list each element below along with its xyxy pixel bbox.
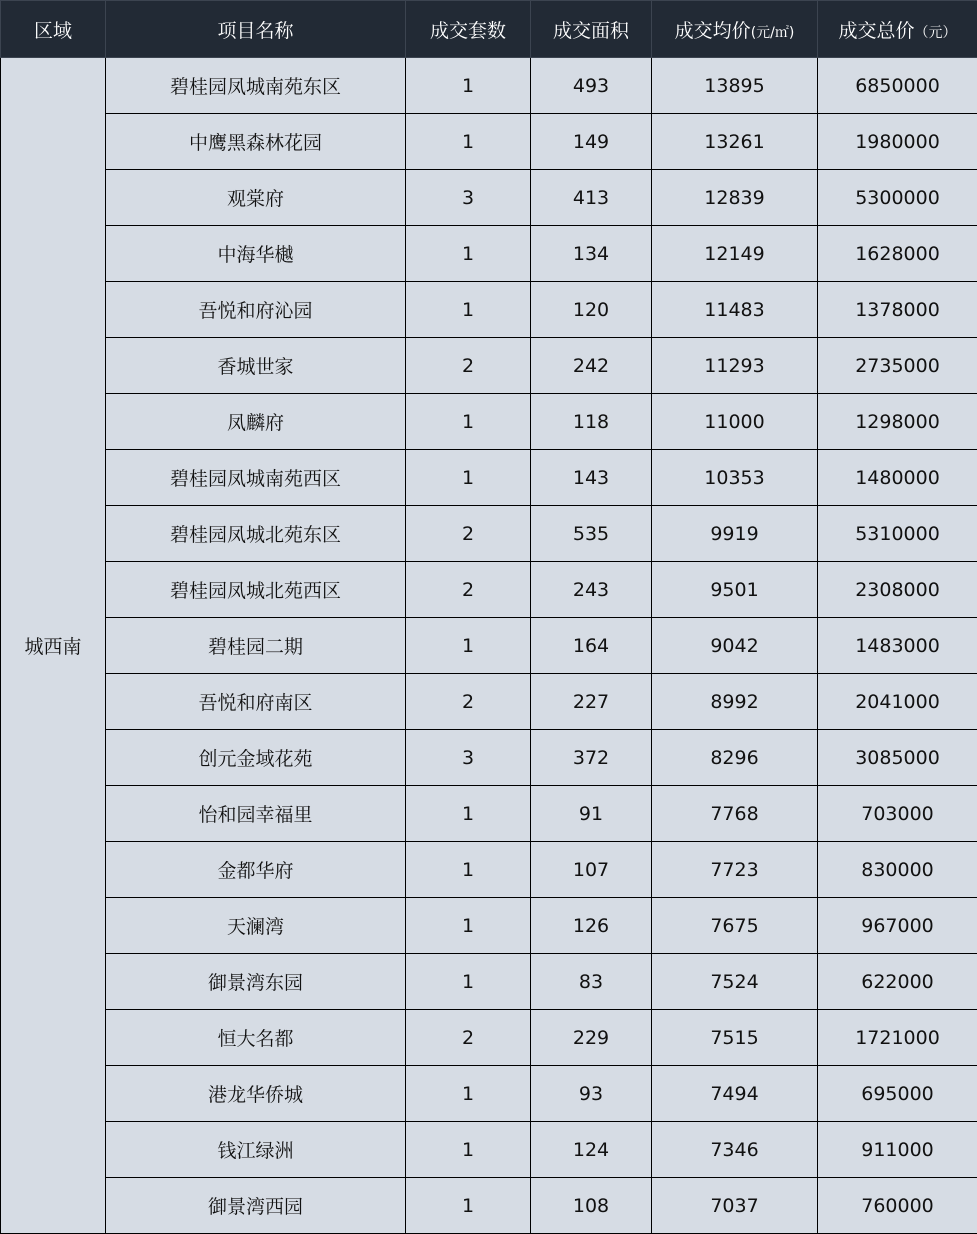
cell-avg-price: 8296: [652, 730, 818, 786]
cell-avg-price: 8992: [652, 674, 818, 730]
table-row: [1, 954, 977, 1010]
cell-project: 御景湾西园: [106, 1178, 406, 1234]
cell-area: 164: [531, 618, 652, 674]
cell-project: 创元金域花苑: [106, 730, 406, 786]
cell-total-price: 760000: [818, 1178, 977, 1234]
cell-total-price: 911000: [818, 1122, 977, 1178]
header-total-price: [818, 1, 977, 58]
cell-project: 碧桂园凤城南苑东区: [106, 58, 406, 114]
cell-project: 碧桂园凤城北苑东区: [106, 506, 406, 562]
table-row: [1, 842, 977, 898]
cell-project: 香城世家: [106, 338, 406, 394]
cell-project: 金都华府: [106, 842, 406, 898]
cell-total-price: 830000: [818, 842, 977, 898]
table-row: [1, 282, 977, 338]
cell-total-price: 6850000: [818, 58, 977, 114]
cell-units: 2: [406, 338, 531, 394]
table-row: [1, 1122, 977, 1178]
cell-units: 1: [406, 226, 531, 282]
cell-total-price: 3085000: [818, 730, 977, 786]
cell-total-price: 1721000: [818, 1010, 977, 1066]
cell-project: 碧桂园凤城南苑西区: [106, 450, 406, 506]
cell-units: 1: [406, 842, 531, 898]
cell-total-price: 2308000: [818, 562, 977, 618]
cell-units: 3: [406, 170, 531, 226]
cell-avg-price: 9919: [652, 506, 818, 562]
cell-area: 120: [531, 282, 652, 338]
cell-total-price: 967000: [818, 898, 977, 954]
cell-units: 1: [406, 1122, 531, 1178]
cell-units: 1: [406, 394, 531, 450]
cell-avg-price: 13895: [652, 58, 818, 114]
table-row: [1, 226, 977, 282]
table-row: [1, 562, 977, 618]
cell-project: 观棠府: [106, 170, 406, 226]
cell-total-price: 2735000: [818, 338, 977, 394]
cell-project: 吾悦和府沁园: [106, 282, 406, 338]
cell-area: 227: [531, 674, 652, 730]
header-total-price-unit: （元）: [915, 25, 957, 41]
table-row: [1, 786, 977, 842]
cell-avg-price: 12839: [652, 170, 818, 226]
cell-avg-price: 7723: [652, 842, 818, 898]
cell-total-price: 5300000: [818, 170, 977, 226]
cell-units: 1: [406, 1178, 531, 1234]
header-area: 成交面积: [531, 1, 652, 58]
cell-units: 1: [406, 786, 531, 842]
cell-project: 天澜湾: [106, 898, 406, 954]
cell-avg-price: 13261: [652, 114, 818, 170]
table-row: [1, 674, 977, 730]
cell-avg-price: 10353: [652, 450, 818, 506]
cell-total-price: 1980000: [818, 114, 977, 170]
cell-total-price: 1480000: [818, 450, 977, 506]
header-total-price-label: 成交总价: [838, 20, 914, 42]
table-header: [1, 1, 977, 58]
cell-avg-price: 7037: [652, 1178, 818, 1234]
cell-region: 城西南: [1, 58, 106, 1234]
cell-avg-price: 7515: [652, 1010, 818, 1066]
table-row: [1, 394, 977, 450]
cell-units: 1: [406, 898, 531, 954]
cell-total-price: 1628000: [818, 226, 977, 282]
cell-project: 中海华樾: [106, 226, 406, 282]
table-row: [1, 506, 977, 562]
cell-avg-price: 11483: [652, 282, 818, 338]
cell-units: 1: [406, 58, 531, 114]
cell-units: 2: [406, 674, 531, 730]
cell-area: 108: [531, 1178, 652, 1234]
cell-project: 港龙华侨城: [106, 1066, 406, 1122]
cell-area: 118: [531, 394, 652, 450]
cell-units: 1: [406, 954, 531, 1010]
cell-area: 149: [531, 114, 652, 170]
table-row: [1, 58, 977, 114]
cell-project: 中鹰黑森林花园: [106, 114, 406, 170]
cell-units: 2: [406, 1010, 531, 1066]
cell-area: 91: [531, 786, 652, 842]
cell-area: 535: [531, 506, 652, 562]
cell-project: 吾悦和府南区: [106, 674, 406, 730]
cell-area: 372: [531, 730, 652, 786]
cell-area: 134: [531, 226, 652, 282]
header-avg-price: [652, 1, 818, 58]
cell-area: 242: [531, 338, 652, 394]
header-region: 区域: [1, 1, 106, 58]
cell-avg-price: 12149: [652, 226, 818, 282]
cell-project: 碧桂园凤城北苑西区: [106, 562, 406, 618]
table-row: [1, 450, 977, 506]
cell-area: 83: [531, 954, 652, 1010]
cell-project: 碧桂园二期: [106, 618, 406, 674]
cell-total-price: 1483000: [818, 618, 977, 674]
cell-total-price: 703000: [818, 786, 977, 842]
cell-avg-price: 9501: [652, 562, 818, 618]
cell-units: 1: [406, 618, 531, 674]
table-row: [1, 170, 977, 226]
cell-units: 3: [406, 730, 531, 786]
cell-avg-price: 7675: [652, 898, 818, 954]
table-row: [1, 338, 977, 394]
table-row: [1, 1066, 977, 1122]
header-avg-price-label: 成交均价: [675, 20, 751, 42]
cell-avg-price: 7494: [652, 1066, 818, 1122]
cell-units: 1: [406, 450, 531, 506]
header-project: 项目名称: [106, 1, 406, 58]
table-row: [1, 1010, 977, 1066]
cell-area: 243: [531, 562, 652, 618]
cell-project: 凤麟府: [106, 394, 406, 450]
cell-units: 2: [406, 506, 531, 562]
cell-total-price: 695000: [818, 1066, 977, 1122]
table-body: [1, 58, 977, 1234]
cell-area: 143: [531, 450, 652, 506]
cell-avg-price: 11000: [652, 394, 818, 450]
cell-area: 413: [531, 170, 652, 226]
cell-project: 御景湾东园: [106, 954, 406, 1010]
header-row: [1, 1, 977, 58]
cell-area: 124: [531, 1122, 652, 1178]
header-units: 成交套数: [406, 1, 531, 58]
cell-avg-price: 11293: [652, 338, 818, 394]
cell-total-price: 1378000: [818, 282, 977, 338]
cell-area: 493: [531, 58, 652, 114]
table-row: [1, 1178, 977, 1234]
table-row: [1, 730, 977, 786]
cell-units: 1: [406, 282, 531, 338]
table-row: [1, 898, 977, 954]
cell-area: 93: [531, 1066, 652, 1122]
cell-total-price: 1298000: [818, 394, 977, 450]
cell-area: 126: [531, 898, 652, 954]
cell-units: 1: [406, 114, 531, 170]
cell-total-price: 2041000: [818, 674, 977, 730]
cell-units: 1: [406, 1066, 531, 1122]
cell-total-price: 5310000: [818, 506, 977, 562]
cell-total-price: 622000: [818, 954, 977, 1010]
cell-avg-price: 7768: [652, 786, 818, 842]
cell-avg-price: 7524: [652, 954, 818, 1010]
table-row: [1, 618, 977, 674]
cell-project: 怡和园幸福里: [106, 786, 406, 842]
cell-avg-price: 7346: [652, 1122, 818, 1178]
cell-area: 229: [531, 1010, 652, 1066]
table-row: [1, 114, 977, 170]
cell-avg-price: 9042: [652, 618, 818, 674]
cell-project: 钱江绿洲: [106, 1122, 406, 1178]
cell-units: 2: [406, 562, 531, 618]
cell-project: 恒大名都: [106, 1010, 406, 1066]
cell-area: 107: [531, 842, 652, 898]
header-avg-price-unit: (元/㎡): [751, 25, 795, 41]
